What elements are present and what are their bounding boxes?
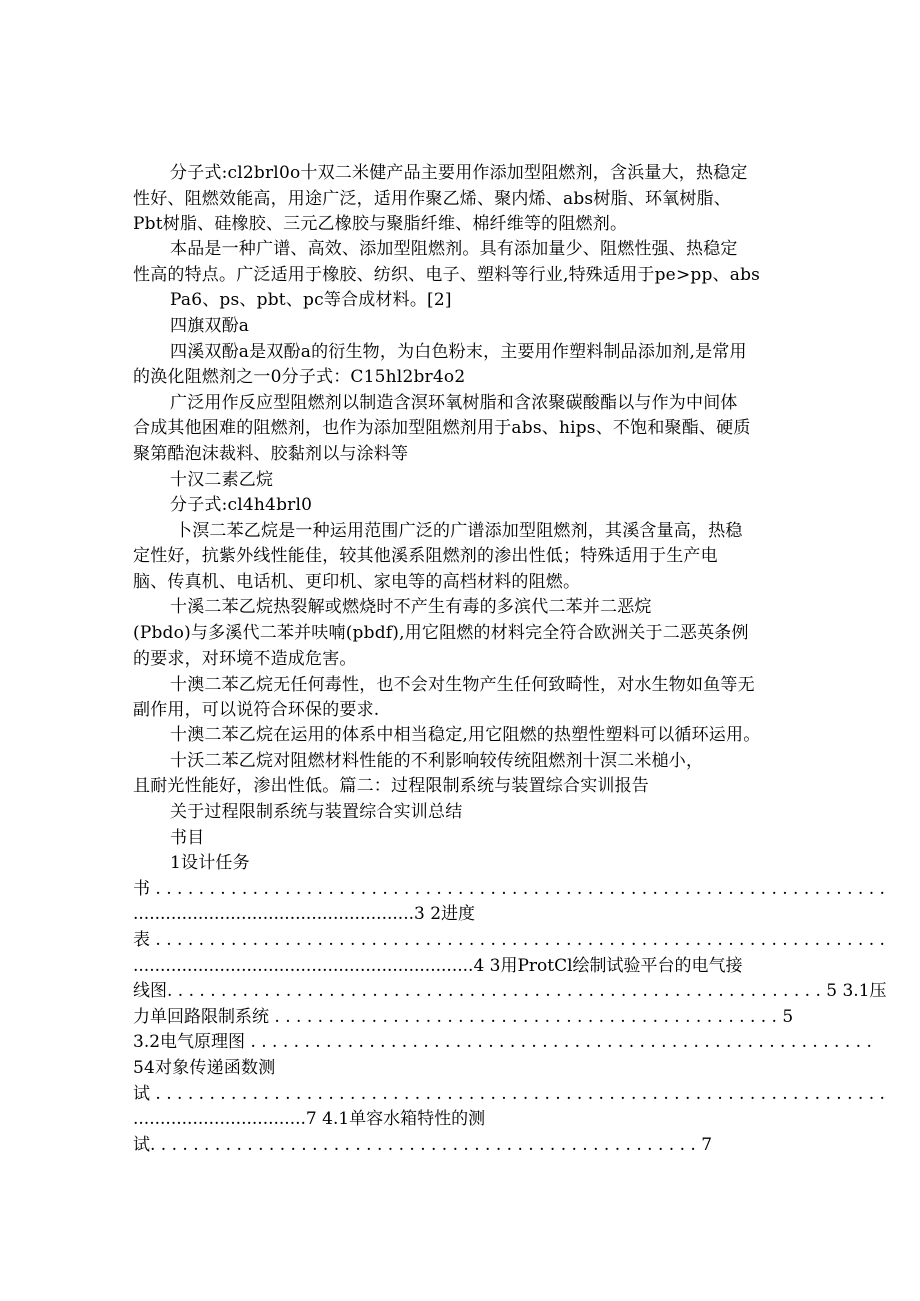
- text-line: 四溪双酚a是双酚a的衍生物，为白色粉末，主要用作塑料制品添加剂,是常用: [170, 342, 747, 362]
- text-line: 十澳二苯乙烷在运用的体系中相当稳定,用它阻燃的热塑性塑料可以循环运用。: [170, 725, 761, 745]
- toc-entry: ................................7 4.1单容水箱特性的测: [133, 1109, 486, 1129]
- text-line: 卜溟二苯乙烷是一种运用范围广泛的广谱添加型阻燃剂，其溪含量高，热稳: [175, 521, 743, 541]
- toc-title: 书目: [170, 828, 205, 848]
- toc-entry: 54对象传递函数测: [133, 1058, 276, 1078]
- text-line: 十溪二苯乙烷热裂解或燃烧时不产生有毒的多滨代二苯并二恶烷: [170, 597, 652, 617]
- text-line: 的涣化阻燃剂之一0分子式：C15hl2br4o2: [133, 367, 466, 387]
- section-heading: 十汉二素乙烷: [170, 470, 274, 490]
- text-line: 十沃二苯乙烷对阻燃材料性能的不利影响较传统阻燃剂十溟二米槌小，: [170, 751, 704, 771]
- text-line: 聚第酷泡沫裁料、胶黏剂以与涂料等: [133, 444, 409, 464]
- toc-entry: 试 . . . . . . . . . . . . . . . . . . . . . . . . . . . . . . . . . . . . . . . . . . . . . . . . . . . . . . . . . . . . . . . . . . . .: [133, 1084, 885, 1104]
- text-line: 分子式:cl4h4brl0: [170, 495, 313, 515]
- text-line: 关于过程限制系统与装置综合实训总结: [170, 802, 463, 822]
- toc-entry: ....................................................3 2进度: [133, 904, 476, 924]
- text-line: 脑、传真机、电话机、更印机、家电等的高档材料的阻燃。: [133, 572, 581, 592]
- toc-entry: 试. . . . . . . . . . . . . . . . . . . . . . . . . . . . . . . . . . . . . . . . . . . . . . . . . . . 7: [133, 1135, 713, 1155]
- toc-entry: 3.2电气原理图 . . . . . . . . . . . . . . . . . . . . . . . . . . . . . . . . . . . . . . . . . . . . . . . . . . . . . . . . . .: [133, 1032, 872, 1052]
- text-line: 定性好，抗紫外线性能佳，较其他溪系阻燃剂的渗出性低；特殊适用于生产电: [133, 546, 718, 566]
- toc-entry: ...............................................................4 3用ProtCl绘制试验平台的电气接: [133, 956, 743, 976]
- section-heading: 四旗双酚a: [170, 316, 250, 336]
- text-line: 合成其他困难的阻燃剂，也作为添加型阻燃剂用于abs、hips、不饱和聚酯、硬质: [133, 418, 751, 438]
- text-line: Pbt树脂、硅橡胶、三元乙橡胶与聚脂纤维、棉纤维等的阻燃剂。: [133, 214, 628, 234]
- text-line: 十澳二苯乙烷无任何毒性，也不会对生物产生任何致畸性，对水生物如鱼等无: [170, 675, 755, 695]
- text-line: 性高的特点。广泛适用于橡胶、纺织、电子、塑料等行业,特殊适用于pe>pp、abs: [133, 265, 761, 285]
- text-line: (Pbdo)与多溪代二苯并呋喃(pbdf),用它阻燃的材料完全符合欧洲关于二恶英条例: [133, 623, 749, 643]
- text-line: 且耐光性能好，渗出性低。篇二：过程限制系统与装置综合实训报告: [133, 776, 649, 796]
- text-line: 的要求，对环境不造成危害。: [133, 649, 357, 669]
- text-line: 副作用，可以说符合环保的要求.: [133, 700, 380, 720]
- text-line: 本品是一种广谱、高效、添加型阻燃剂。具有添加量少、阻燃性强、热稳定: [170, 239, 738, 259]
- toc-entry: 力单回路限制系统 . . . . . . . . . . . . . . . . . . . . . . . . . . . . . . . . . . . . . . . . . . . . . . . 5: [133, 1007, 794, 1027]
- text-line: Pa6、ps、pbt、pc等合成材料。[2]: [170, 290, 452, 310]
- toc-entry: 线图. . . . . . . . . . . . . . . . . . . . . . . . . . . . . . . . . . . . . . . . . . . . . . . . . . . . . . . . . . . . . 5 3.1压: [133, 981, 887, 1001]
- toc-entry: 1设计任务: [170, 853, 250, 873]
- text-line: 分子式:cl2brl0o十双二米健产品主要用作添加型阻燃剂，含浜量大，热稳定: [170, 163, 748, 183]
- text-line: 性好、阻燃效能高，用途广泛，适用作聚乙烯、聚内烯、abs树脂、环氧树脂、: [133, 189, 731, 209]
- toc-entry: 书 . . . . . . . . . . . . . . . . . . . . . . . . . . . . . . . . . . . . . . . . . . . . . . . . . . . . . . . . . . . . . . . . . . . .: [133, 879, 885, 899]
- toc-entry: 表 . . . . . . . . . . . . . . . . . . . . . . . . . . . . . . . . . . . . . . . . . . . . . . . . . . . . . . . . . . . . . . . . . . . .: [133, 930, 885, 950]
- text-line: 广泛用作反应型阻燃剂以制造含溟环氧树脂和含浓聚碳酸酯以与作为中间体: [170, 393, 738, 413]
